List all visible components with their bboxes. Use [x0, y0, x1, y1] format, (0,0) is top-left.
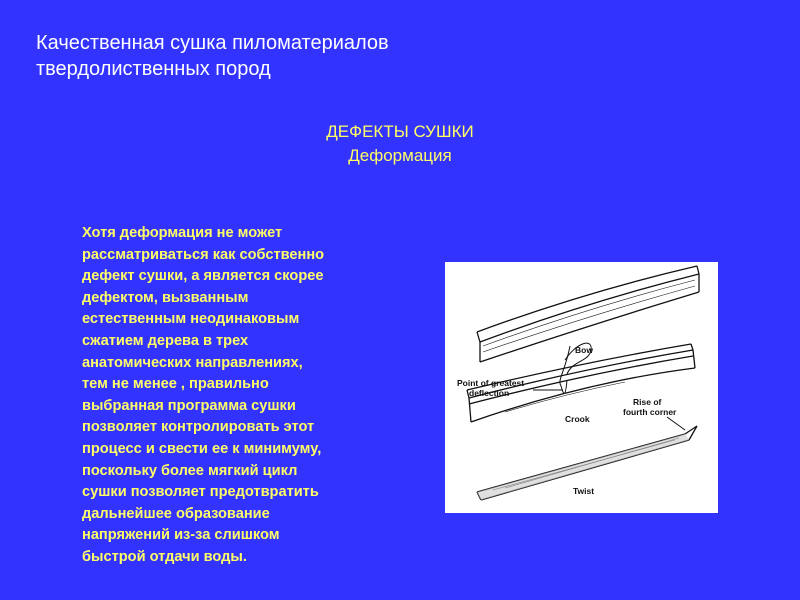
label-point-of-greatest: Point of greatest	[457, 378, 525, 388]
body-line: дальнейшее образование	[82, 505, 270, 522]
body-line: поскольку более мягкий цикл	[82, 462, 298, 479]
label-bow: Bow	[575, 345, 593, 355]
slide-title-line-1: Качественная сушка пиломатериалов	[36, 32, 389, 54]
label-fourth-corner: fourth corner	[623, 407, 677, 417]
body-line: позволяет контролировать этот	[82, 419, 315, 436]
slide-title	[36, 30, 389, 82]
label-deflection: deflection	[469, 388, 510, 398]
body-line: рассматриваться как собственно	[82, 246, 325, 263]
body-line: быстрой отдачи воды.	[82, 548, 247, 565]
body-line: дефект сушки, а является скорее	[82, 268, 324, 285]
body-line: дефектом, вызванным	[82, 289, 249, 306]
heading-deformation: Деформация	[348, 146, 452, 165]
bow-leader	[560, 346, 570, 394]
body-line: тем не менее , правильно	[82, 376, 269, 393]
body-line: сушки позволяет предотвратить	[82, 484, 319, 501]
heading-defects: ДЕФЕКТЫ СУШКИ	[326, 122, 474, 141]
body-paragraph	[82, 223, 382, 569]
body-line: процесс и свести ее к минимуму,	[82, 440, 322, 457]
slide-title-line-2: твердолиственных пород	[36, 58, 271, 80]
body-line: сжатием дерева в трех	[82, 332, 249, 349]
body-line: напряжений из-за слишком	[82, 527, 280, 544]
label-rise-of: Rise of	[633, 397, 662, 407]
rise-pointer	[667, 417, 685, 430]
body-line: выбранная программа сушки	[82, 397, 296, 414]
section-heading	[200, 120, 600, 168]
body-line: естественным неодинаковым	[82, 311, 300, 328]
body-line: Хотя деформация не может	[82, 225, 283, 241]
body-line: анатомических направлениях,	[82, 354, 303, 371]
warp-diagram	[445, 262, 718, 513]
label-twist: Twist	[573, 486, 595, 496]
warp-diagram-svg	[445, 262, 718, 513]
label-crook: Crook	[565, 414, 590, 424]
